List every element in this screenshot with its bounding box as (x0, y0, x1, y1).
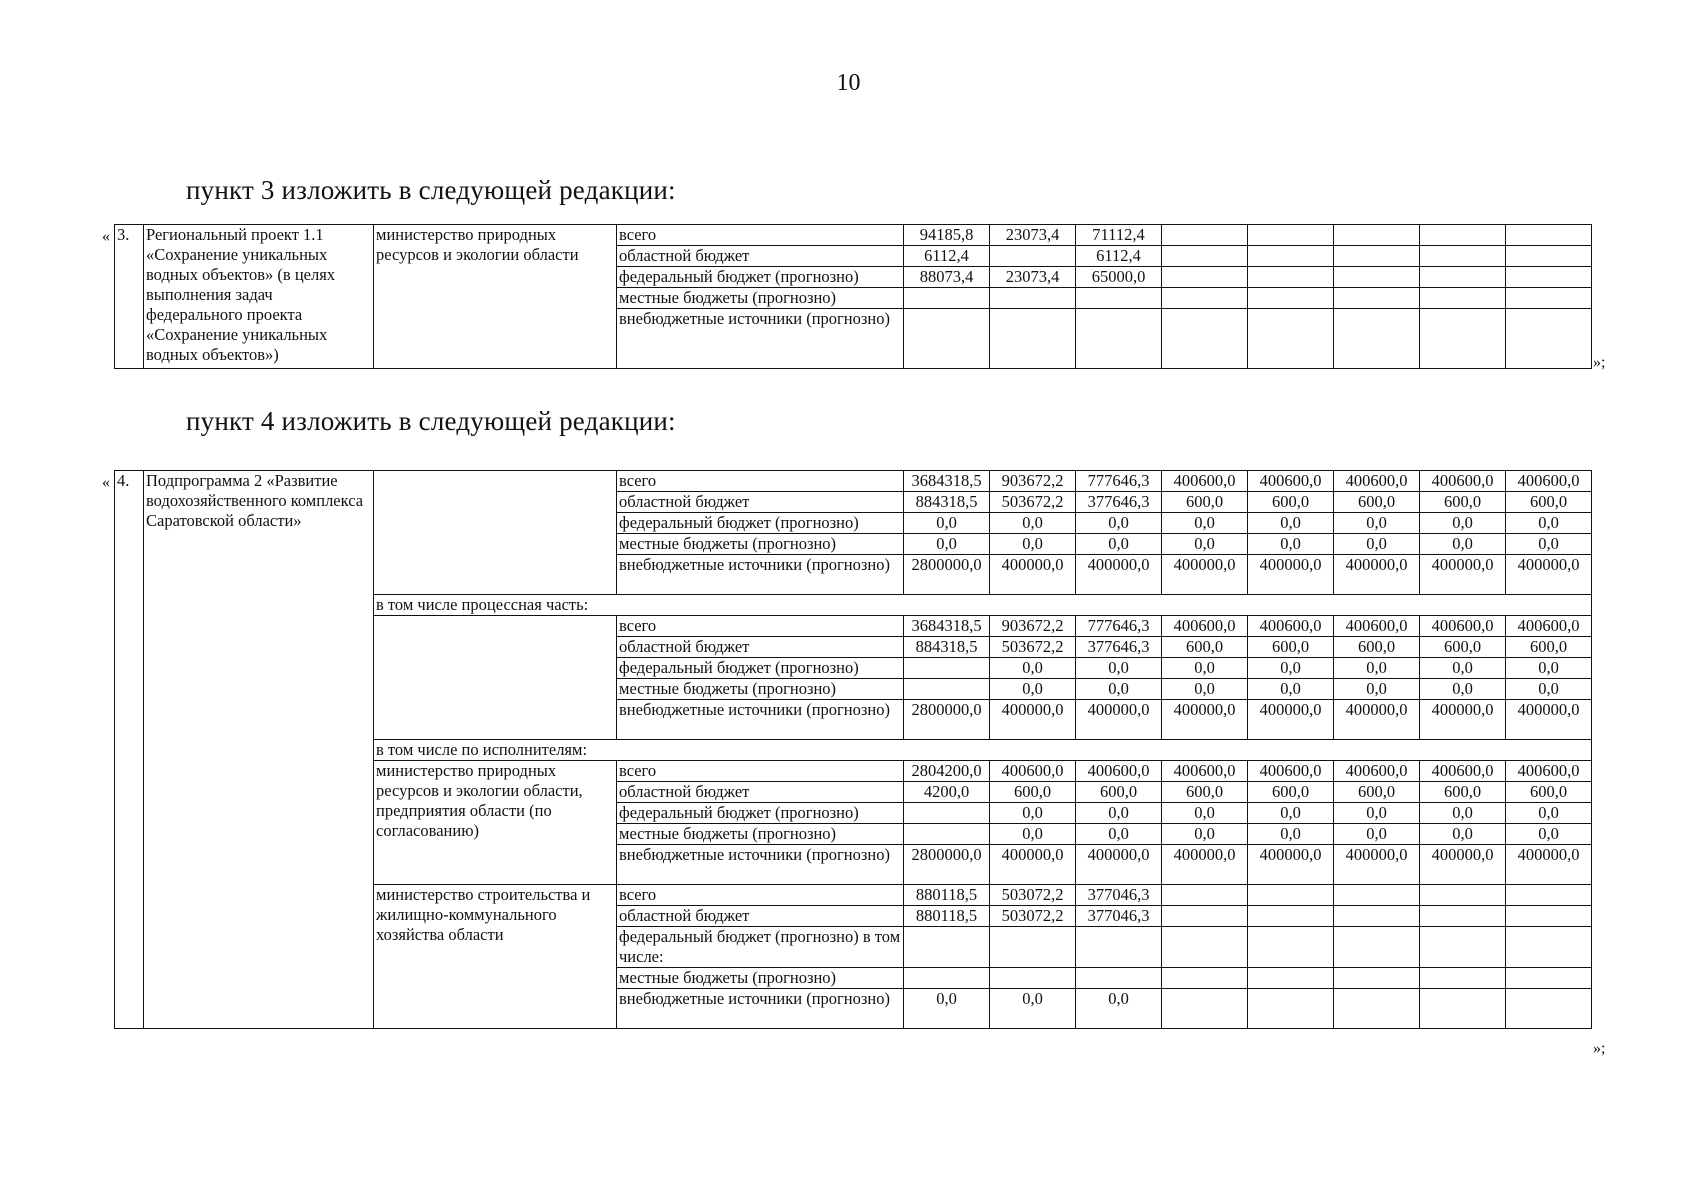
value-cell: 0,0 (1420, 803, 1506, 824)
value-cell: 600,0 (990, 782, 1076, 803)
value-cell: 400000,0 (1506, 845, 1592, 885)
value-cell: 0,0 (1506, 658, 1592, 679)
value-cell: 880118,5 (904, 906, 990, 927)
value-cell: 600,0 (1248, 637, 1334, 658)
value-cell: 377646,3 (1076, 492, 1162, 513)
section-3-heading: пункт 3 изложить в следующей редакции: (186, 175, 676, 205)
value-cell (904, 824, 990, 845)
value-cell: 400000,0 (990, 555, 1076, 595)
value-cell (1334, 885, 1420, 906)
value-cell (904, 288, 990, 309)
value-cell: 71112,4 (1076, 225, 1162, 246)
executor-cell: министерство природных ресурсов и экологии области (374, 225, 617, 369)
value-cell: 503072,2 (990, 906, 1076, 927)
value-cell (1506, 288, 1592, 309)
value-cell (1076, 968, 1162, 989)
value-cell (1248, 267, 1334, 288)
value-cell: 94185,8 (904, 225, 990, 246)
value-cell: 600,0 (1162, 637, 1248, 658)
table-row (115, 225, 1592, 246)
value-cell (1506, 885, 1592, 906)
value-cell: 600,0 (1334, 492, 1420, 513)
value-cell: 400600,0 (1420, 616, 1506, 637)
value-cell: 400600,0 (990, 761, 1076, 782)
value-cell: 0,0 (1248, 824, 1334, 845)
value-cell: 0,0 (990, 679, 1076, 700)
value-cell (1420, 885, 1506, 906)
item-number: 3. (115, 225, 144, 369)
value-cell (1506, 309, 1592, 369)
funding-source: внебюджетные источники (прогнозно) (617, 700, 904, 740)
value-cell (1334, 225, 1420, 246)
funding-source: федеральный бюджет (прогнозно) в том числе: (617, 927, 904, 968)
value-cell: 0,0 (1248, 679, 1334, 700)
value-cell (904, 927, 990, 968)
value-cell (1334, 906, 1420, 927)
value-cell: 400600,0 (1162, 761, 1248, 782)
value-cell: 0,0 (990, 824, 1076, 845)
value-cell: 777646,3 (1076, 471, 1162, 492)
value-cell: 6112,4 (1076, 246, 1162, 267)
value-cell: 0,0 (1334, 534, 1420, 555)
funding-source: местные бюджеты (прогнозно) (617, 968, 904, 989)
funding-source: всего (617, 471, 904, 492)
value-cell: 600,0 (1162, 782, 1248, 803)
value-cell: 0,0 (1334, 803, 1420, 824)
value-cell (1420, 267, 1506, 288)
value-cell (1420, 225, 1506, 246)
value-cell: 0,0 (1506, 679, 1592, 700)
value-cell (904, 309, 990, 369)
value-cell: 400000,0 (1420, 555, 1506, 595)
value-cell: 0,0 (1334, 513, 1420, 534)
value-cell: 0,0 (904, 513, 990, 534)
section-4-heading: пункт 4 изложить в следующей редакции: (186, 406, 676, 436)
value-cell: 0,0 (1248, 513, 1334, 534)
funding-source: внебюджетные источники (прогнозно) (617, 989, 904, 1029)
section-4-open-quote: « (102, 474, 110, 491)
value-cell: 400600,0 (1506, 616, 1592, 637)
funding-source: внебюджетные источники (прогнозно) (617, 555, 904, 595)
funding-source: областной бюджет (617, 637, 904, 658)
value-cell: 23073,4 (990, 267, 1076, 288)
value-cell (1162, 968, 1248, 989)
value-cell: 0,0 (1248, 534, 1334, 555)
value-cell: 400000,0 (1076, 700, 1162, 740)
funding-source: всего (617, 885, 904, 906)
value-cell (1334, 968, 1420, 989)
value-cell: 0,0 (1076, 679, 1162, 700)
value-cell: 400000,0 (1076, 845, 1162, 885)
value-cell: 400600,0 (1506, 761, 1592, 782)
value-cell (1420, 906, 1506, 927)
group-label: в том числе по исполнителям: (374, 740, 1592, 761)
value-cell: 377046,3 (1076, 885, 1162, 906)
value-cell (990, 968, 1076, 989)
value-cell (1162, 989, 1248, 1029)
value-cell: 600,0 (1248, 492, 1334, 513)
value-cell: 400000,0 (1334, 700, 1420, 740)
funding-source: всего (617, 225, 904, 246)
value-cell: 0,0 (1248, 803, 1334, 824)
funding-source: внебюджетные источники (прогнозно) (617, 845, 904, 885)
value-cell (1162, 927, 1248, 968)
value-cell: 400000,0 (1162, 700, 1248, 740)
value-cell (1506, 968, 1592, 989)
value-cell (1248, 989, 1334, 1029)
value-cell: 400600,0 (1334, 761, 1420, 782)
value-cell (1506, 246, 1592, 267)
section-4-table (114, 470, 1592, 1029)
value-cell (1248, 968, 1334, 989)
value-cell: 0,0 (1506, 534, 1592, 555)
value-cell (1162, 267, 1248, 288)
funding-source: всего (617, 616, 904, 637)
value-cell: 903672,2 (990, 616, 1076, 637)
value-cell: 23073,4 (990, 225, 1076, 246)
funding-source: областной бюджет (617, 246, 904, 267)
value-cell: 600,0 (1506, 782, 1592, 803)
item-name: Региональный проект 1.1 «Сохранение уникальных водных объектов» (в целях выполнения задач федерального проекта «Сохранение уникальных водных объектов») (144, 225, 374, 369)
value-cell (1506, 225, 1592, 246)
value-cell (904, 968, 990, 989)
value-cell: 600,0 (1506, 637, 1592, 658)
value-cell: 400000,0 (1162, 845, 1248, 885)
value-cell: 3684318,5 (904, 471, 990, 492)
value-cell: 0,0 (1162, 513, 1248, 534)
value-cell: 400600,0 (1162, 471, 1248, 492)
value-cell (1248, 885, 1334, 906)
value-cell: 400600,0 (1334, 471, 1420, 492)
value-cell: 903672,2 (990, 471, 1076, 492)
value-cell (1334, 288, 1420, 309)
value-cell (1334, 309, 1420, 369)
funding-source: федеральный бюджет (прогнозно) (617, 513, 904, 534)
funding-source: областной бюджет (617, 782, 904, 803)
value-cell: 400000,0 (990, 845, 1076, 885)
value-cell: 0,0 (990, 989, 1076, 1029)
table-row (115, 471, 1592, 492)
value-cell: 0,0 (1162, 803, 1248, 824)
value-cell: 88073,4 (904, 267, 990, 288)
value-cell (1248, 309, 1334, 369)
value-cell: 400600,0 (1248, 471, 1334, 492)
value-cell (990, 246, 1076, 267)
value-cell (1506, 927, 1592, 968)
value-cell (1076, 309, 1162, 369)
value-cell: 0,0 (1334, 658, 1420, 679)
value-cell: 0,0 (1076, 803, 1162, 824)
value-cell: 777646,3 (1076, 616, 1162, 637)
funding-source: федеральный бюджет (прогнозно) (617, 803, 904, 824)
value-cell: 400000,0 (1334, 555, 1420, 595)
value-cell: 400000,0 (1162, 555, 1248, 595)
value-cell (1248, 927, 1334, 968)
value-cell: 0,0 (1162, 824, 1248, 845)
value-cell: 400600,0 (1248, 761, 1334, 782)
value-cell: 0,0 (990, 658, 1076, 679)
value-cell: 0,0 (1076, 534, 1162, 555)
value-cell: 400600,0 (1334, 616, 1420, 637)
value-cell: 65000,0 (1076, 267, 1162, 288)
value-cell (990, 288, 1076, 309)
value-cell: 600,0 (1334, 637, 1420, 658)
value-cell: 400000,0 (1506, 700, 1592, 740)
funding-source: местные бюджеты (прогнозно) (617, 288, 904, 309)
value-cell: 0,0 (990, 803, 1076, 824)
value-cell: 0,0 (1076, 513, 1162, 534)
value-cell: 0,0 (1506, 803, 1592, 824)
value-cell: 400000,0 (1076, 555, 1162, 595)
section-4-close-quote: »; (1593, 1040, 1606, 1057)
value-cell: 400000,0 (1248, 555, 1334, 595)
value-cell: 400000,0 (1334, 845, 1420, 885)
value-cell: 0,0 (1420, 824, 1506, 845)
value-cell (1162, 246, 1248, 267)
value-cell: 0,0 (1420, 658, 1506, 679)
value-cell: 400000,0 (990, 700, 1076, 740)
value-cell (1248, 288, 1334, 309)
group-label: в том числе процессная часть: (374, 595, 1592, 616)
value-cell: 0,0 (1334, 679, 1420, 700)
value-cell: 600,0 (1420, 782, 1506, 803)
funding-source: областной бюджет (617, 906, 904, 927)
value-cell: 880118,5 (904, 885, 990, 906)
value-cell: 600,0 (1076, 782, 1162, 803)
value-cell (1506, 267, 1592, 288)
value-cell: 400000,0 (1248, 700, 1334, 740)
executor-cell: министерство природных ресурсов и экологии области, предприятия области (по согласованию) (374, 761, 617, 885)
value-cell (1076, 288, 1162, 309)
value-cell: 0,0 (1162, 658, 1248, 679)
value-cell: 6112,4 (904, 246, 990, 267)
value-cell (1248, 225, 1334, 246)
value-cell: 0,0 (1506, 513, 1592, 534)
value-cell (1162, 288, 1248, 309)
value-cell (1334, 267, 1420, 288)
value-cell: 400000,0 (1506, 555, 1592, 595)
value-cell: 600,0 (1334, 782, 1420, 803)
value-cell: 400600,0 (1506, 471, 1592, 492)
section-3-close-quote: »; (1593, 354, 1606, 371)
value-cell: 3684318,5 (904, 616, 990, 637)
value-cell: 400000,0 (1420, 845, 1506, 885)
value-cell: 0,0 (1076, 824, 1162, 845)
value-cell (1248, 246, 1334, 267)
value-cell (1334, 246, 1420, 267)
value-cell: 503672,2 (990, 492, 1076, 513)
executor-cell (374, 471, 617, 595)
section-3-table (114, 224, 1592, 369)
value-cell: 400000,0 (1248, 845, 1334, 885)
value-cell: 0,0 (1162, 679, 1248, 700)
value-cell (904, 803, 990, 824)
value-cell (1162, 309, 1248, 369)
value-cell: 400600,0 (1420, 761, 1506, 782)
value-cell: 0,0 (1076, 989, 1162, 1029)
value-cell: 884318,5 (904, 492, 990, 513)
value-cell: 0,0 (904, 989, 990, 1029)
value-cell: 2804200,0 (904, 761, 990, 782)
item-name: Подпрограмма 2 «Развитие водохозяйственного комплекса Саратовской области» (144, 471, 374, 1029)
funding-source: местные бюджеты (прогнозно) (617, 824, 904, 845)
page-number: 10 (836, 70, 861, 96)
value-cell: 2800000,0 (904, 555, 990, 595)
value-cell (1420, 927, 1506, 968)
value-cell (1420, 246, 1506, 267)
value-cell: 0,0 (990, 534, 1076, 555)
value-cell: 400600,0 (1162, 616, 1248, 637)
value-cell (904, 679, 990, 700)
value-cell (1162, 885, 1248, 906)
funding-source: всего (617, 761, 904, 782)
value-cell: 2800000,0 (904, 845, 990, 885)
value-cell (1334, 927, 1420, 968)
value-cell: 400600,0 (1248, 616, 1334, 637)
value-cell (1506, 906, 1592, 927)
value-cell: 377046,3 (1076, 906, 1162, 927)
value-cell: 4200,0 (904, 782, 990, 803)
value-cell: 600,0 (1248, 782, 1334, 803)
value-cell: 0,0 (1334, 824, 1420, 845)
executor-cell: министерство строительства и жилищно-коммунального хозяйства области (374, 885, 617, 1029)
value-cell (1420, 288, 1506, 309)
funding-source: федеральный бюджет (прогнозно) (617, 658, 904, 679)
value-cell (1420, 989, 1506, 1029)
value-cell: 400600,0 (1076, 761, 1162, 782)
funding-source: федеральный бюджет (прогнозно) (617, 267, 904, 288)
value-cell (990, 309, 1076, 369)
value-cell: 0,0 (1420, 679, 1506, 700)
value-cell: 0,0 (1420, 534, 1506, 555)
value-cell (1162, 906, 1248, 927)
value-cell: 503072,2 (990, 885, 1076, 906)
value-cell (1334, 989, 1420, 1029)
value-cell (1076, 927, 1162, 968)
value-cell: 503672,2 (990, 637, 1076, 658)
funding-source: областной бюджет (617, 492, 904, 513)
value-cell: 0,0 (904, 534, 990, 555)
value-cell (990, 927, 1076, 968)
value-cell (1162, 225, 1248, 246)
value-cell: 600,0 (1420, 492, 1506, 513)
value-cell: 2800000,0 (904, 700, 990, 740)
value-cell: 600,0 (1420, 637, 1506, 658)
executor-cell (374, 616, 617, 740)
value-cell: 0,0 (1162, 534, 1248, 555)
value-cell: 884318,5 (904, 637, 990, 658)
value-cell: 400600,0 (1420, 471, 1506, 492)
value-cell: 0,0 (1506, 824, 1592, 845)
value-cell: 0,0 (1248, 658, 1334, 679)
value-cell (1248, 906, 1334, 927)
value-cell (1420, 968, 1506, 989)
item-number: 4. (115, 471, 144, 1029)
section-3-open-quote: « (102, 228, 110, 245)
value-cell: 600,0 (1162, 492, 1248, 513)
value-cell (1420, 309, 1506, 369)
value-cell: 400000,0 (1420, 700, 1506, 740)
funding-source: местные бюджеты (прогнозно) (617, 679, 904, 700)
value-cell: 0,0 (1076, 658, 1162, 679)
funding-source: местные бюджеты (прогнозно) (617, 534, 904, 555)
value-cell: 0,0 (990, 513, 1076, 534)
value-cell (1506, 989, 1592, 1029)
value-cell: 377646,3 (1076, 637, 1162, 658)
value-cell: 0,0 (1420, 513, 1506, 534)
value-cell (904, 658, 990, 679)
funding-source: внебюджетные источники (прогнозно) (617, 309, 904, 369)
value-cell: 600,0 (1506, 492, 1592, 513)
